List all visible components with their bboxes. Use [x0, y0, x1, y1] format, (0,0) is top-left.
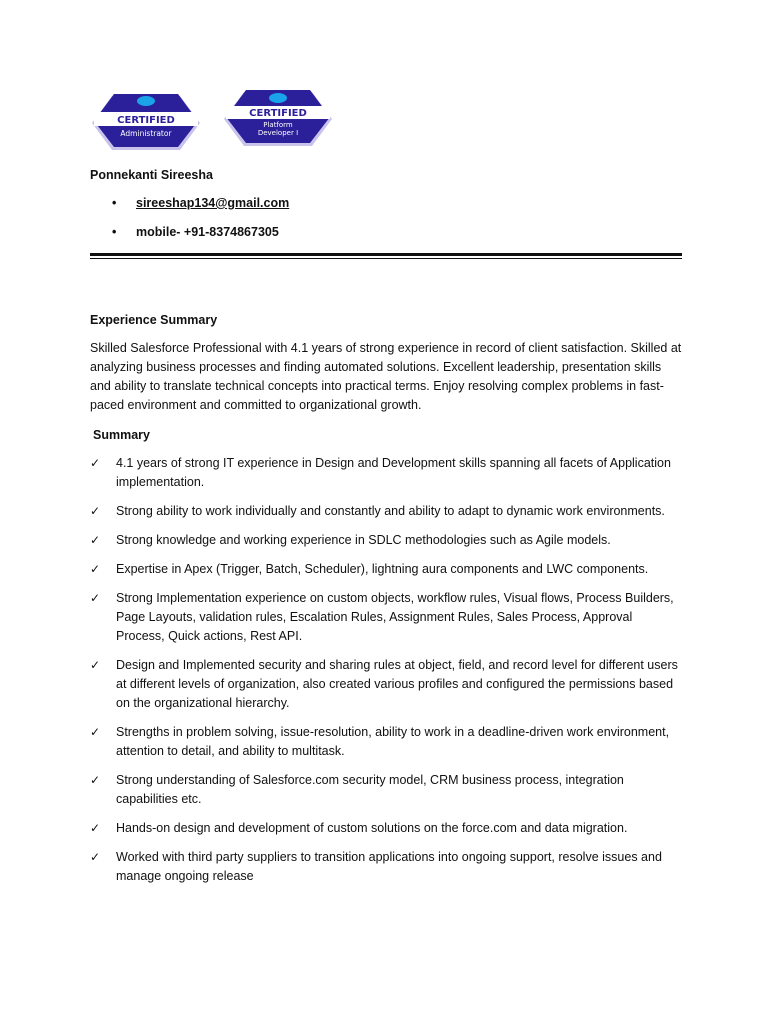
summary-item: [90, 560, 682, 579]
certified-platform-developer-badge: [222, 88, 334, 150]
email-link[interactable]: sireeshap134@gmail.com: [136, 196, 290, 210]
svg-text:CERTIFIED: CERTIFIED: [117, 115, 175, 126]
summary-item: [90, 723, 682, 761]
certified-administrator-badge: [90, 92, 202, 154]
experience-summary-heading: Experience Summary: [90, 313, 218, 327]
summary-item: [90, 656, 682, 713]
checkmark-icon: ✓: [90, 533, 101, 547]
summary-list: [90, 454, 682, 896]
summary-item-text: 4.1 years of strong IT experience in Design and Development skills spanning all facets of Application implementation.: [116, 456, 671, 489]
section-divider-thin: [90, 258, 682, 259]
summary-item-text: Expertise in Apex (Trigger, Batch, Scheduler), lightning aura components and LWC components.: [116, 562, 649, 576]
bullet-icon: •: [112, 225, 117, 239]
checkmark-icon: ✓: [90, 504, 101, 518]
checkmark-icon: ✓: [90, 725, 101, 739]
experience-summary-text: Skilled Salesforce Professional with 4.1 years of strong experience in record of client satisfaction. Skilled at analyzing business processes and finding automated solutions. Excellent leadership, presentation skills and ability to translate technical concepts into practical terms. Enjoy resolving complex problems in fast-paced environment and committed to organizational growth.: [90, 341, 682, 412]
checkmark-icon: ✓: [90, 456, 101, 470]
summary-item: [90, 589, 682, 646]
checkmark-icon: ✓: [90, 850, 101, 864]
svg-text:Administrator: Administrator: [120, 129, 172, 138]
summary-item-text: Strengths in problem solving, issue-resolution, ability to work in a deadline-driven work environment, attention to detail, and ability to multitask.: [116, 725, 670, 758]
summary-item: [90, 848, 682, 886]
cloud-logo-icon: [269, 93, 287, 103]
badge-hexagon-icon: [222, 88, 334, 150]
summary-item: [90, 819, 682, 838]
svg-text:Platform: Platform: [263, 121, 293, 129]
summary-item-text: Hands-on design and development of custom solutions on the force.com and data migration.: [116, 821, 628, 835]
candidate-name: Ponnekanti Sireesha: [90, 168, 213, 182]
summary-item: [90, 502, 682, 521]
summary-item: [90, 771, 682, 809]
summary-heading: Summary: [93, 428, 150, 442]
contact-list: [112, 194, 289, 252]
summary-item-text: Strong understanding of Salesforce.com security model, CRM business process, integration capabilities etc.: [116, 773, 624, 806]
checkmark-icon: ✓: [90, 562, 101, 576]
contact-email-item: [112, 194, 289, 223]
summary-item-text: Strong Implementation experience on custom objects, workflow rules, Visual flows, Process Builders, Page Layouts, validation rules, Escalation Rules, Assignment Rules, Sales Process, Approval Process, Quick actions, Rest API.: [116, 591, 674, 643]
summary-item-text: Design and Implemented security and sharing rules at object, field, and record level for different users at different levels of organization, also created various profiles and configured the permissions based on the organizational hierarchy.: [116, 658, 678, 710]
cloud-logo-icon: [137, 96, 155, 106]
mobile-text: mobile- +91-8374867305: [136, 225, 279, 239]
summary-item: [90, 531, 682, 550]
checkmark-icon: ✓: [90, 773, 101, 787]
svg-text:Developer I: Developer I: [257, 129, 299, 137]
contact-mobile-item: [112, 223, 289, 252]
checkmark-icon: ✓: [90, 658, 101, 672]
summary-item-text: Strong ability to work individually and constantly and ability to adapt to dynamic work environments.: [116, 504, 665, 518]
checkmark-icon: ✓: [90, 591, 101, 605]
bullet-icon: •: [112, 196, 117, 210]
summary-item-text: Worked with third party suppliers to transition applications into ongoing support, resolve issues and manage ongoing release: [116, 850, 662, 883]
checkmark-icon: ✓: [90, 821, 101, 835]
summary-item: [90, 454, 682, 492]
section-divider-thick: [90, 253, 682, 256]
summary-item-text: Strong knowledge and working experience in SDLC methodologies such as Agile models.: [116, 533, 611, 547]
badge-hexagon-icon: [90, 92, 202, 154]
svg-text:CERTIFIED: CERTIFIED: [249, 108, 307, 119]
